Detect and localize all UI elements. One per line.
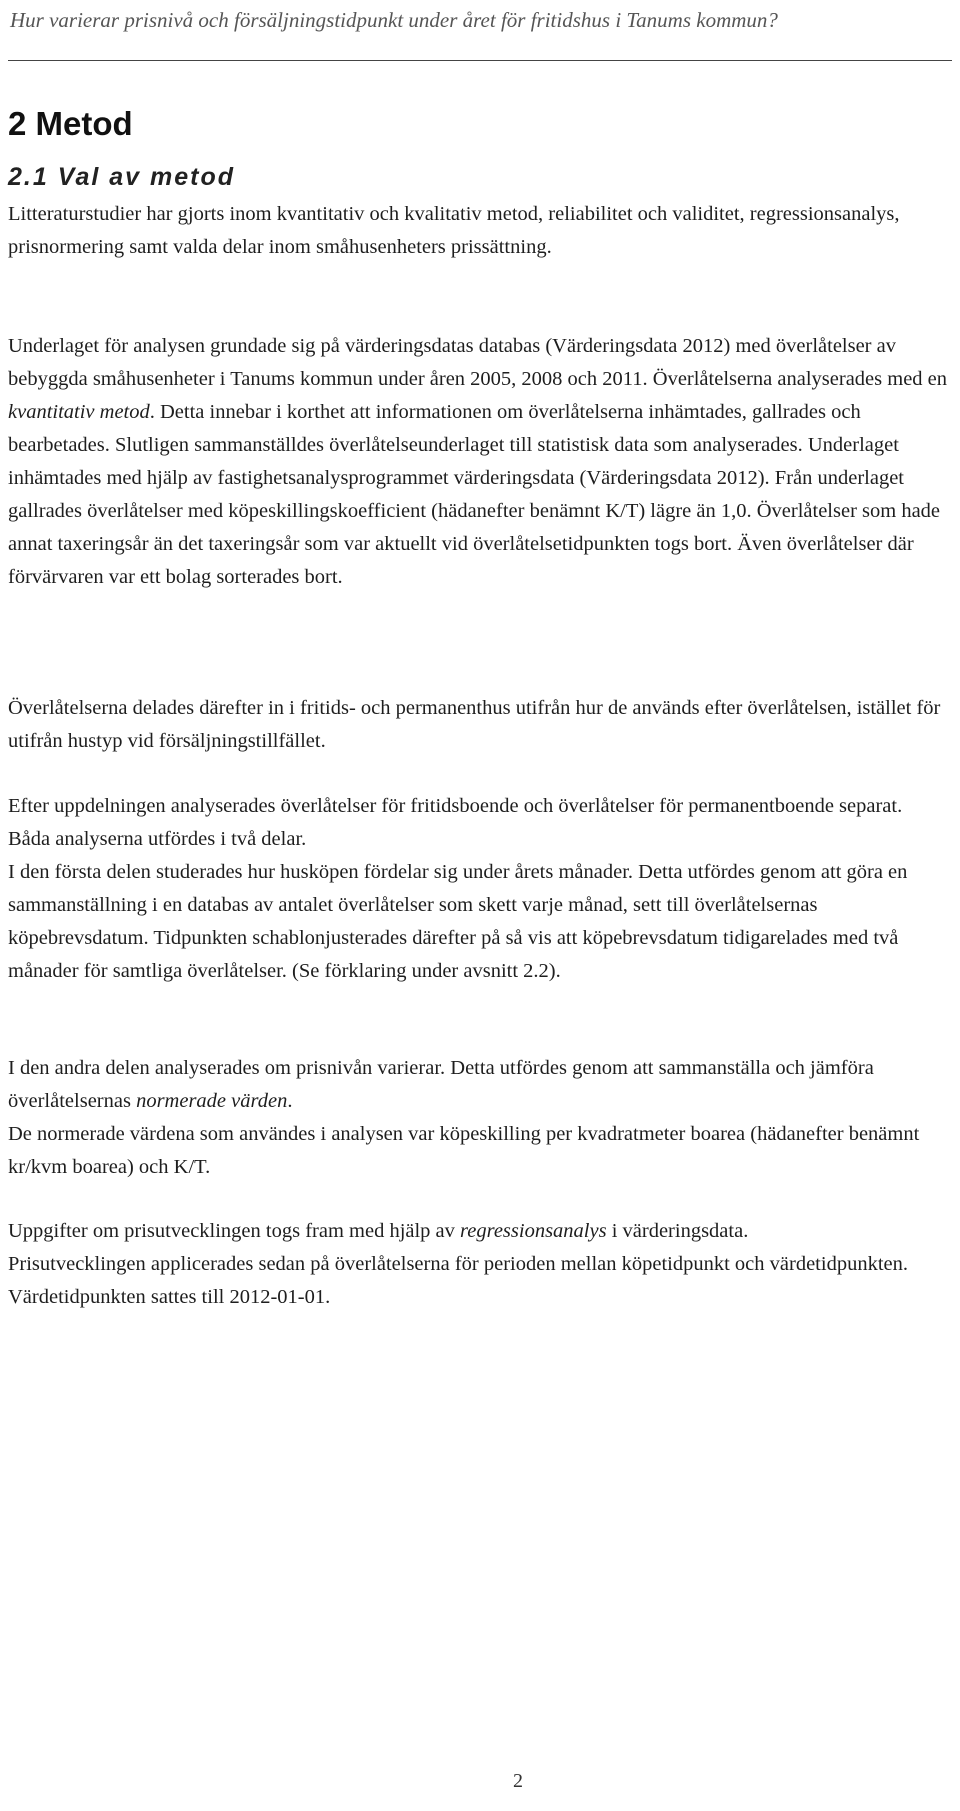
paragraph-text: Efter uppdelningen analyserades överlåtelser för fritidsboende och överlåtelser för permanentboende separat. Båda analyserna utfördes i två delar. bbox=[8, 795, 903, 850]
emphasis-term: normerade värden bbox=[136, 1090, 288, 1112]
paragraph-division bbox=[8, 692, 948, 758]
emphasis-term: kvantitativ metod bbox=[8, 401, 150, 423]
chapter-heading: 2 Metod bbox=[8, 105, 133, 142]
text-run: i värderingsdata. bbox=[606, 1220, 749, 1242]
paragraph-text bbox=[8, 1215, 948, 1248]
paragraph-text: Prisutvecklingen applicerades sedan på överlåtelserna för perioden mellan köpetidpunkt och värdetidpunkten. Värdetidpunkten sattes till 2012-01-01. bbox=[8, 1253, 908, 1308]
text-run: . Detta innebar i korthet att informationen om överlåtelserna inhämtades, gallrades och bearbetades. Slutligen sammanställdes överlåtelseunderlaget till statistisk data som analyserades. Underlaget inhämtades med hjälp av fastighetsanalysprogrammet värderingsdata (Värderingsdata 2012). Från underlaget gallrades överlåtelser med köpeskillingskoefficient (hädanefter benämnt K/T) lägre än 1,0. Överlåtelser som hade annat taxeringsår än det taxeringsår som var aktuellt vid överlåtelsetidpunkten togs bort. Även överlåtelser där förvärvaren var ett bolag sorterades bort. bbox=[8, 401, 941, 588]
text-run: I den andra delen analyserades om prisnivån varierar. Detta utfördes genom att sammanställa och jämföra överlåtelsernas bbox=[8, 1057, 874, 1112]
page-number: 2 bbox=[513, 1770, 523, 1792]
paragraph-text bbox=[8, 1052, 948, 1118]
paragraph-text bbox=[8, 330, 948, 594]
emphasis-term: regressionsanalys bbox=[460, 1220, 607, 1242]
section-heading: 2.1 Val av metod bbox=[8, 163, 235, 191]
text-run: Uppgifter om prisutvecklingen togs fram med hjälp av bbox=[8, 1220, 461, 1242]
text-run: Underlaget för analysen grundade sig på värderingsdatas databas (Värderingsdata 2012) med överlåtelser av bebyggda småhusenheter i Tanums kommun under åren 2005, 2008 och 2011. Överlåtelserna analyserades med en bbox=[8, 335, 948, 390]
running-header: Hur varierar prisnivå och försäljningstidpunkt under året för fritidshus i Tanums kommun? bbox=[10, 8, 778, 32]
paragraph-analysis-parts bbox=[8, 790, 948, 988]
paragraph-text: De normerade värdena som användes i analysen var köpeskilling per kvadratmeter boarea (hädanefter benämnt kr/kvm boarea) och K/T. bbox=[8, 1123, 920, 1178]
paragraph-price-development bbox=[8, 1215, 948, 1314]
text-run: . bbox=[287, 1090, 293, 1112]
paragraph-price-level bbox=[8, 1052, 948, 1184]
paragraph-text: Litteraturstudier har gjorts inom kvantitativ och kvalitativ metod, reliabilitet och validitet, regressionsanalys, prisnormering samt valda delar inom småhusenheters prissättning. bbox=[8, 203, 900, 258]
paragraph-text: I den första delen studerades hur husköpen fördelar sig under årets månader. Detta utfördes genom att göra en sammanställning i en databas av antalet överlåtelser som skett varje månad, sett till överlåtelsernas köpebrevsdatum. Tidpunkten schablonjusterades därefter på så vis att köpebrevsdatum tidigarelades med två månader för samtliga överlåtelser. (Se förklaring under avsnitt 2.2). bbox=[8, 861, 908, 982]
paragraph-data-basis bbox=[8, 330, 948, 594]
paragraph-text: Överlåtelserna delades därefter in i fritids- och permanenthus utifrån hur de används efter överlåtelsen, istället för utifrån hustyp vid försäljningstillfället. bbox=[8, 697, 941, 752]
paragraph-literature bbox=[8, 198, 948, 264]
header-rule bbox=[8, 60, 952, 61]
